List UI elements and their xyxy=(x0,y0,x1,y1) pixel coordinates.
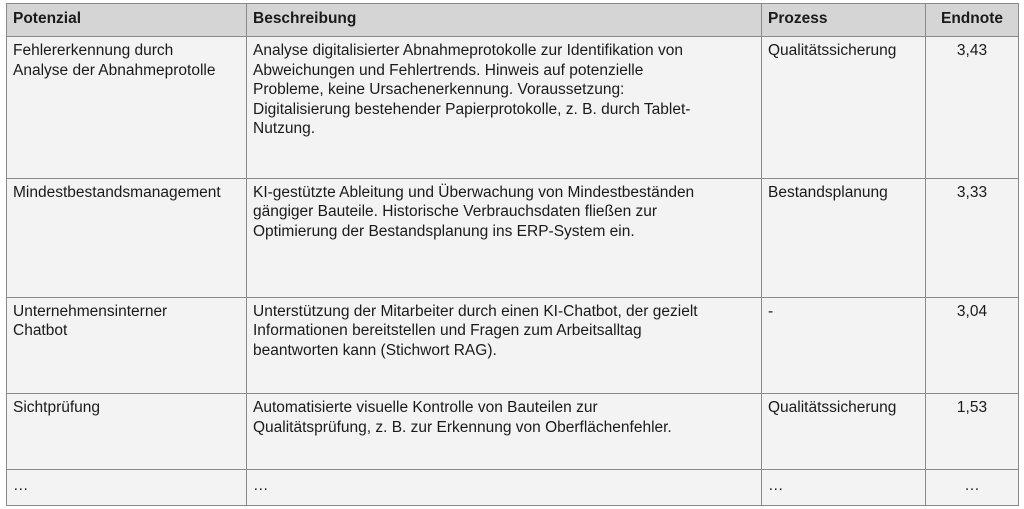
beschreibung-text: Unterstützung der Mitarbeiter durch einen KI-Chatbot, der gezielt Informationen bereitstellen und Fragen zum Arbeitsalltag beantworten kann (Stichwort RAG). xyxy=(253,302,698,359)
prozess-text: Qualitätssicherung xyxy=(768,42,897,59)
endnote-text: 3,04 xyxy=(956,302,988,320)
cell-prozess xyxy=(762,297,926,394)
header-row xyxy=(7,4,1019,37)
cell-beschreibung xyxy=(247,297,762,394)
cell-beschreibung xyxy=(247,394,762,469)
potenzial-text: Sichtprüfung xyxy=(13,399,101,417)
cell-potenzial xyxy=(7,297,247,394)
prozess-text: Bestandsplanung xyxy=(768,183,888,201)
cell-potenzial xyxy=(7,178,247,297)
header-beschreibung: Beschreibung xyxy=(247,4,762,37)
cell-endnote xyxy=(926,178,1019,297)
beschreibung-text: Analyse digitalisierter Abnahmeprotokolle zur Identifikation von Abweichungen und Fehlertrends. Hinweis auf potenzielle Probleme, keine Ursachenerkennung. Voraussetzung: Digitalisierung bestehender Papierprotokolle, z. B. durch Tablet- Nutzung. xyxy=(253,42,691,137)
table-body xyxy=(7,37,1019,506)
table-row xyxy=(7,178,1019,297)
cell-endnote xyxy=(926,394,1019,469)
cell-potenzial xyxy=(7,394,247,469)
cell-prozess xyxy=(762,469,926,505)
table-row xyxy=(7,469,1019,505)
header-endnote: Endnote xyxy=(926,4,1019,37)
potenzial-text: Unternehmensinterner Chatbot xyxy=(13,302,168,340)
header-prozess: Prozess xyxy=(762,4,926,37)
cell-endnote xyxy=(926,37,1019,179)
beschreibung-text: … xyxy=(253,476,269,494)
cell-prozess xyxy=(762,37,926,179)
header-potenzial: Potenzial xyxy=(7,4,247,37)
endnote-text: 1,53 xyxy=(956,399,988,417)
cell-endnote xyxy=(926,469,1019,505)
potential-table xyxy=(6,3,1019,506)
beschreibung-text: KI-gestützte Ableitung und Überwachung von Mindestbeständen gängiger Bauteile. Historische Verbrauchsdaten fließen zur Optimierung der Bestandsplanung ins ERP-System ein. xyxy=(253,183,695,240)
prozess-text: - xyxy=(768,302,774,320)
potenzial-text: … xyxy=(13,476,29,494)
endnote-text: 3,43 xyxy=(956,42,988,59)
endnote-text: … xyxy=(964,476,980,494)
potenzial-text: Fehlererkennung durch Analyse der Abnahmeprotolle xyxy=(13,42,216,79)
cell-prozess xyxy=(762,394,926,469)
cell-potenzial xyxy=(7,469,247,505)
potential-table-container xyxy=(6,3,1018,506)
table-row xyxy=(7,394,1019,469)
cell-potenzial xyxy=(7,37,247,179)
table-row xyxy=(7,297,1019,394)
beschreibung-text: Automatisierte visuelle Kontrolle von Bauteilen zur Qualitätsprüfung, z. B. zur Erkennung von Oberflächenfehler. xyxy=(253,399,672,436)
table-row xyxy=(7,37,1019,179)
cell-beschreibung xyxy=(247,469,762,505)
cell-beschreibung xyxy=(247,178,762,297)
prozess-text: … xyxy=(768,476,784,494)
cell-prozess xyxy=(762,178,926,297)
cell-endnote xyxy=(926,297,1019,394)
prozess-text: Qualitätssicherung xyxy=(768,399,897,417)
cell-beschreibung xyxy=(247,37,762,179)
endnote-text: 3,33 xyxy=(956,183,988,201)
potenzial-text: Mindestbestandsmanagement xyxy=(13,183,221,201)
table-header xyxy=(7,4,1019,37)
